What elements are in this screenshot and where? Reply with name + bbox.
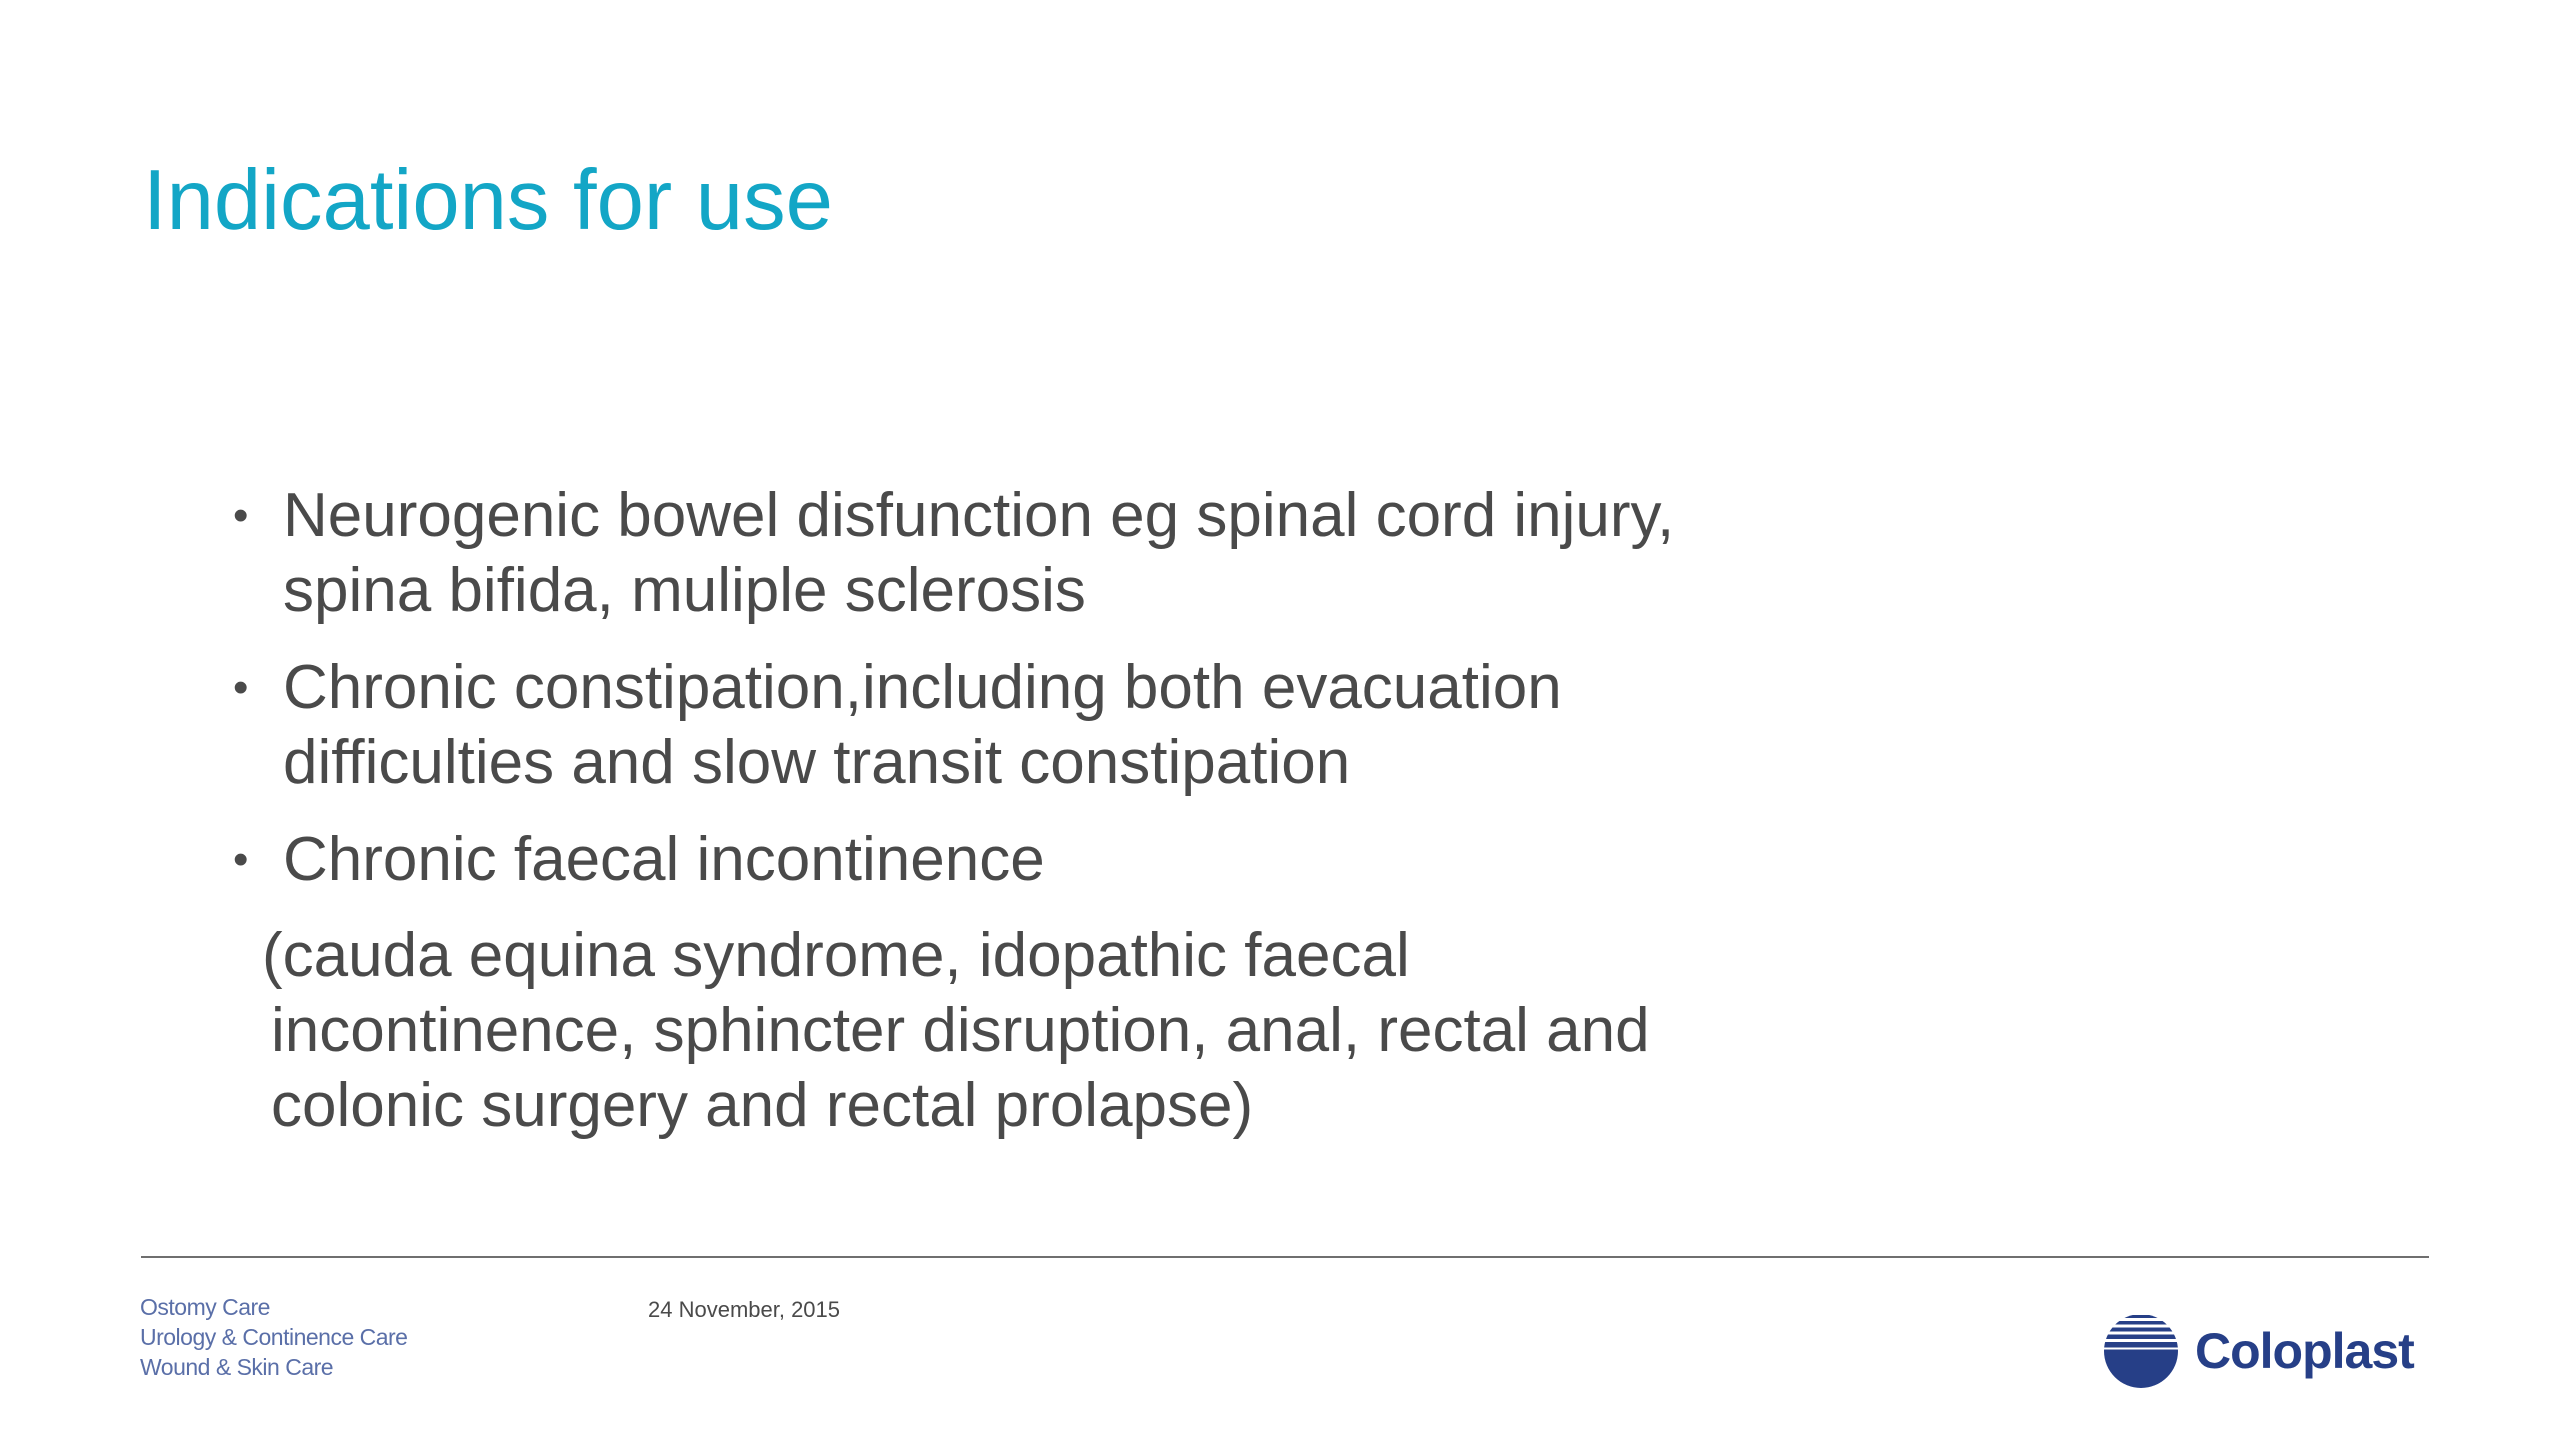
slide-date: 24 November, 2015 <box>648 1297 841 1322</box>
business-divisions <box>140 1292 407 1382</box>
bullet-icon: • <box>233 663 249 712</box>
bullet-item <box>233 478 1713 628</box>
coloplast-wordmark: Coloplast <box>2195 1323 2414 1379</box>
bullet-icon: • <box>233 835 249 884</box>
bullet-text: Chronic constipation,including both evacuation difficulties and slow transit constipation <box>283 653 1562 797</box>
bullet-item <box>233 650 1713 800</box>
coloplast-globe-icon <box>2103 1313 2179 1389</box>
division-ostomy: Ostomy Care <box>140 1294 270 1320</box>
division-wound: Wound & Skin Care <box>140 1354 334 1380</box>
bullet-text: Neurogenic bowel disfunction eg spinal cord injury, spina bifida, muliple sclerosis <box>283 481 1675 625</box>
bullet-continuation-text: (cauda equina syndrome, idopathic faecal incontinence, sphincter disruption, anal, rectal and colonic surgery and rectal prolapse) <box>262 921 1650 1140</box>
slide-title: Indications for use <box>143 153 833 248</box>
footer-divider <box>141 1256 2429 1258</box>
bullet-list <box>233 478 1713 919</box>
coloplast-logo <box>2103 1313 2414 1389</box>
division-urology: Urology & Continence Care <box>140 1324 408 1350</box>
bullet-text: Chronic faecal incontinence <box>283 825 1045 894</box>
bullet-icon: • <box>233 491 249 540</box>
bullet-item <box>233 822 1713 897</box>
